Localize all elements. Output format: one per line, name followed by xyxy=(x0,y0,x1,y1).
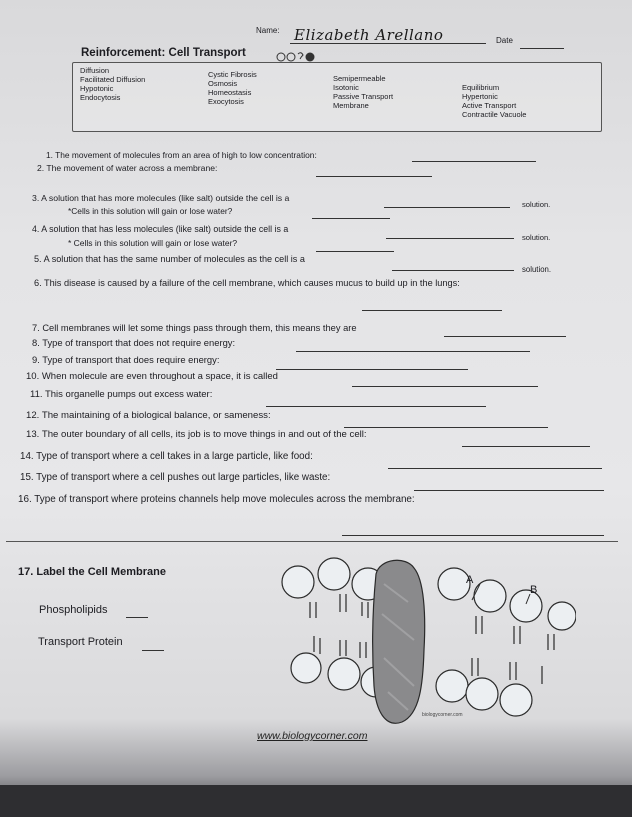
word-bank-column xyxy=(462,83,526,119)
question-2: 2. The movement of water across a membrane: xyxy=(37,163,218,173)
answer-blank-12[interactable] xyxy=(344,427,548,428)
diagram-label-b: B xyxy=(530,584,538,596)
phospholipids-label: Phospholipids xyxy=(39,604,108,616)
question-3: 3. A solution that has more molecules (like salt) outside the cell is a xyxy=(32,193,290,203)
answer-blank-2[interactable] xyxy=(316,176,432,177)
section-divider xyxy=(6,541,618,542)
question-16: 16. Type of transport where proteins channels help move molecules across the membrane: xyxy=(18,494,415,505)
word-bank-term: Exocytosis xyxy=(208,97,244,106)
word-bank-term: Facilitated Diffusion xyxy=(80,75,146,84)
word-bank-column xyxy=(333,74,393,110)
answer-blank-9[interactable] xyxy=(276,369,468,370)
answer-blank-6[interactable] xyxy=(362,310,502,311)
word-bank-term: Hypotonic xyxy=(80,84,114,93)
date-line xyxy=(520,48,564,49)
word-bank-term: Passive Transport xyxy=(333,92,394,101)
word-bank-term: Osmosis xyxy=(208,79,238,88)
question-5-suffix: solution. xyxy=(522,265,552,274)
answer-blank-13[interactable] xyxy=(462,446,590,447)
answer-blank-4b[interactable] xyxy=(316,251,394,252)
transport-protein-blank[interactable] xyxy=(142,650,164,651)
word-bank-term: Semipermeable xyxy=(333,74,386,83)
question-6: 6. This disease is caused by a failure of the cell membrane, which causes mucus to build up in the lungs: xyxy=(34,278,460,288)
question-4-suffix: solution. xyxy=(522,233,551,242)
question-13: 13. The outer boundary of all cells, its job is to move things in and out of the cell: xyxy=(26,429,367,440)
question-4: 4. A solution that has less molecules (like salt) outside the cell is a xyxy=(32,224,289,234)
date-label: Date xyxy=(496,36,513,45)
question-3-suffix: solution. xyxy=(522,200,551,209)
word-bank-term: Cystic Fibrosis xyxy=(208,70,257,79)
question-12: 12. The maintaining of a biological balance, or sameness: xyxy=(26,410,271,421)
question-1: 1. The movement of molecules from an area of high to low concentration: xyxy=(46,150,317,160)
answer-blank-16[interactable] xyxy=(342,535,604,536)
name-line xyxy=(290,43,486,44)
answer-blank-1[interactable] xyxy=(412,161,536,162)
name-label: Name: xyxy=(256,26,280,35)
answer-blank-5[interactable] xyxy=(392,270,514,271)
question-8: 8. Type of transport that does not require energy: xyxy=(32,337,236,348)
name-value: Elizabeth Arellano xyxy=(294,26,444,44)
question-17-title: 17. Label the Cell Membrane xyxy=(18,566,166,578)
question-5: 5. A solution that has the same number of molecules as the cell is a xyxy=(34,254,305,264)
question-11: 11. This organelle pumps out excess water: xyxy=(30,389,213,400)
word-bank-term: Equilibrium xyxy=(462,83,500,92)
answer-blank-11[interactable] xyxy=(266,406,486,407)
word-bank-term: Endocytosis xyxy=(80,93,121,102)
diagram-label-a: A xyxy=(466,574,474,586)
diagram-watermark: biologycorner.com xyxy=(422,712,463,718)
question-14: 14. Type of transport where a cell takes in a large particle, like food: xyxy=(20,451,313,462)
question-10: 10. When molecule are even throughout a space, it is called xyxy=(26,371,278,382)
biologycorner-link[interactable]: www.biologycorner.com xyxy=(257,730,368,742)
word-bank-term: Diffusion xyxy=(80,66,110,75)
answer-blank-7[interactable] xyxy=(444,336,566,337)
answer-blank-4[interactable] xyxy=(386,238,514,239)
word-bank-term: Contractile Vacuole xyxy=(462,110,527,119)
answer-blank-14[interactable] xyxy=(388,468,602,469)
word-bank-column xyxy=(80,66,145,102)
transport-protein-label: Transport Protein xyxy=(38,636,123,648)
answer-blank-3b[interactable] xyxy=(312,218,390,219)
answer-blank-15[interactable] xyxy=(414,490,604,491)
worksheet-title: Reinforcement: Cell Transport xyxy=(81,47,246,59)
answer-blank-10[interactable] xyxy=(352,386,538,387)
question-15: 15. Type of transport where a cell pushes out large particles, like waste: xyxy=(20,472,331,483)
word-bank-term: Hypertonic xyxy=(462,92,498,101)
answer-blank-8[interactable] xyxy=(296,351,530,352)
phospholipids-blank[interactable] xyxy=(126,617,148,618)
photo-dark-edge xyxy=(0,785,632,817)
word-bank-term: Homeostasis xyxy=(208,88,252,97)
question-9: 9. Type of transport that does require energy: xyxy=(32,354,220,365)
question-4b: * Cells in this solution will gain or lose water? xyxy=(68,238,238,248)
word-bank-term: Membrane xyxy=(333,101,369,110)
answer-blank-3[interactable] xyxy=(384,207,510,208)
question-3b: *Cells in this solution will gain or lose water? xyxy=(68,206,233,216)
word-bank-term: Isotonic xyxy=(333,83,359,92)
question-7: 7. Cell membranes will let some things pass through them, this means they are xyxy=(32,323,357,333)
word-bank-term: Active Transport xyxy=(462,101,517,110)
word-bank-column xyxy=(208,70,257,106)
